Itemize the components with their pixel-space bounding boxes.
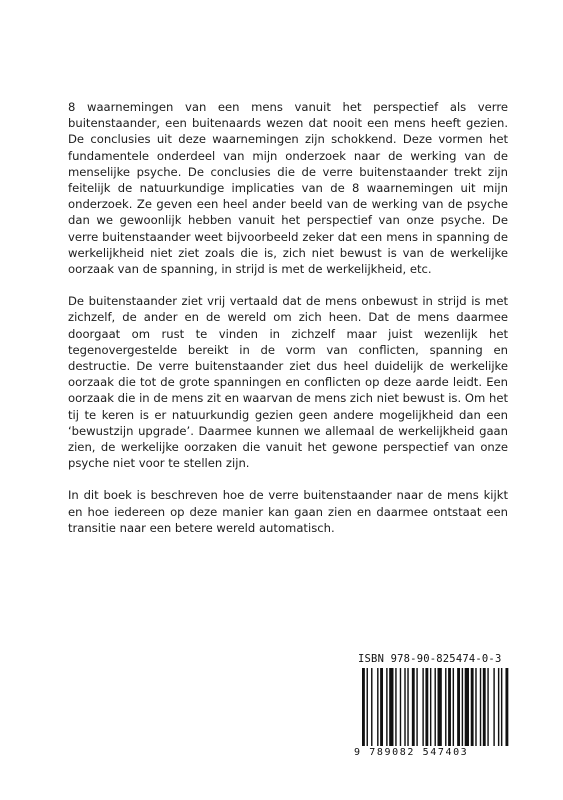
barcode-bar xyxy=(386,668,387,746)
barcode-bar xyxy=(430,668,431,746)
barcode-bar xyxy=(438,668,442,746)
barcode-bar xyxy=(412,668,415,746)
barcode-bar xyxy=(367,668,368,746)
barcode-bar xyxy=(483,668,486,746)
barcode-bar xyxy=(505,668,508,746)
barcode-bar xyxy=(465,668,469,746)
barcode-bar xyxy=(480,668,481,746)
barcode-bar xyxy=(395,668,396,746)
blurb-paragraph-1: 8 waarnemingen van een mens vanuit het perspectief als verre buitenstaander, een buitenaards wezen dat nooit een mens heeft gezien. De conclusies uit deze waarnemingen zijn schokkend. Deze vormen het fundamentele onderdeel van mijn onderzoek naar de werking van de menselijke psyche. De conclusies die de verre buitenstaander trekt zijn feitelijk de natuurkundige implicaties van de 8 waarnemingen uit mijn onderzoek. Ze geven een heel ander beeld van de werking van de psyche dan we gewoonlijk hebben vanuit het perspectief van onze psyche. De verre buitenstaander weet bijvoorbeeld zeker dat een mens in spanning de werkelijkheid niet ziet zoals die is, zich niet bewust is van de werkelijke oorzaak van de spanning, in strijd is met de werkelijkheid, etc. xyxy=(68,100,508,277)
blurb-paragraph-2: De buitenstaander ziet vrij vertaald dat de mens onbewust in strijd is met zichzelf, de ander en de wereld om zich heen. Dat de mens daarmee doorgaat om rust te vinden in zichzelf maar juist wezenlijk het tegenovergestelde bereikt in de vorm van conflicten, spanning en destructie. De verre buitenstaander ziet dus heel duidelijk de werkelijke oorzaak die tot de grote spanningen en conflicten op deze aarde leidt. Een oorzaak die in de mens zit en waarvan de mens zich niet bewust is. Om het tij te keren is er natuurkundig gezien geen andere mogelijkheid dan een ‘bewustzijn upgrade’. Daarmee kunnen we allemaal de werkelijkheid gaan zien, de werkelijke oorzaken die vanuit het gewone perspectief van onze psyche niet voor te stellen zijn. xyxy=(68,294,508,471)
barcode-bar xyxy=(407,668,408,746)
isbn-label: ISBN 978-90-825474-0-3 xyxy=(358,653,502,665)
barcode-bar xyxy=(389,668,393,746)
barcode-bar xyxy=(471,668,474,746)
barcode-bar xyxy=(475,668,476,746)
barcode-bar xyxy=(425,668,428,746)
barcode-bar xyxy=(445,668,446,746)
barcode-bar xyxy=(380,668,383,746)
barcode-bar xyxy=(416,668,417,746)
isbn-barcode xyxy=(350,653,517,763)
blurb-paragraph-3: In dit boek is beschreven hoe de verre buitenstaander naar de mens kijkt en hoe iedereen op deze manier kan gaan zien en daarmee ontstaat een transitie naar een betere wereld automatisch. xyxy=(68,488,508,535)
barcode-bar xyxy=(501,668,502,746)
barcode-bar xyxy=(371,668,372,746)
barcode-bar xyxy=(493,668,494,746)
barcode-bar xyxy=(422,668,423,746)
barcode-bar xyxy=(404,668,405,746)
barcode-bars xyxy=(362,668,510,746)
barcode-bar xyxy=(448,668,451,746)
barcode-bar xyxy=(457,668,460,746)
barcode-bar xyxy=(462,668,463,746)
barcode-bar xyxy=(362,668,365,746)
barcode-digits: 9 789082 547403 xyxy=(354,747,469,758)
barcode-bar xyxy=(434,668,435,746)
barcode-bar xyxy=(453,668,454,746)
barcode-bar xyxy=(487,668,488,746)
barcode-bar xyxy=(400,668,401,746)
barcode-bar xyxy=(377,668,378,746)
barcode-bar xyxy=(498,668,499,746)
blurb-text xyxy=(68,99,508,552)
